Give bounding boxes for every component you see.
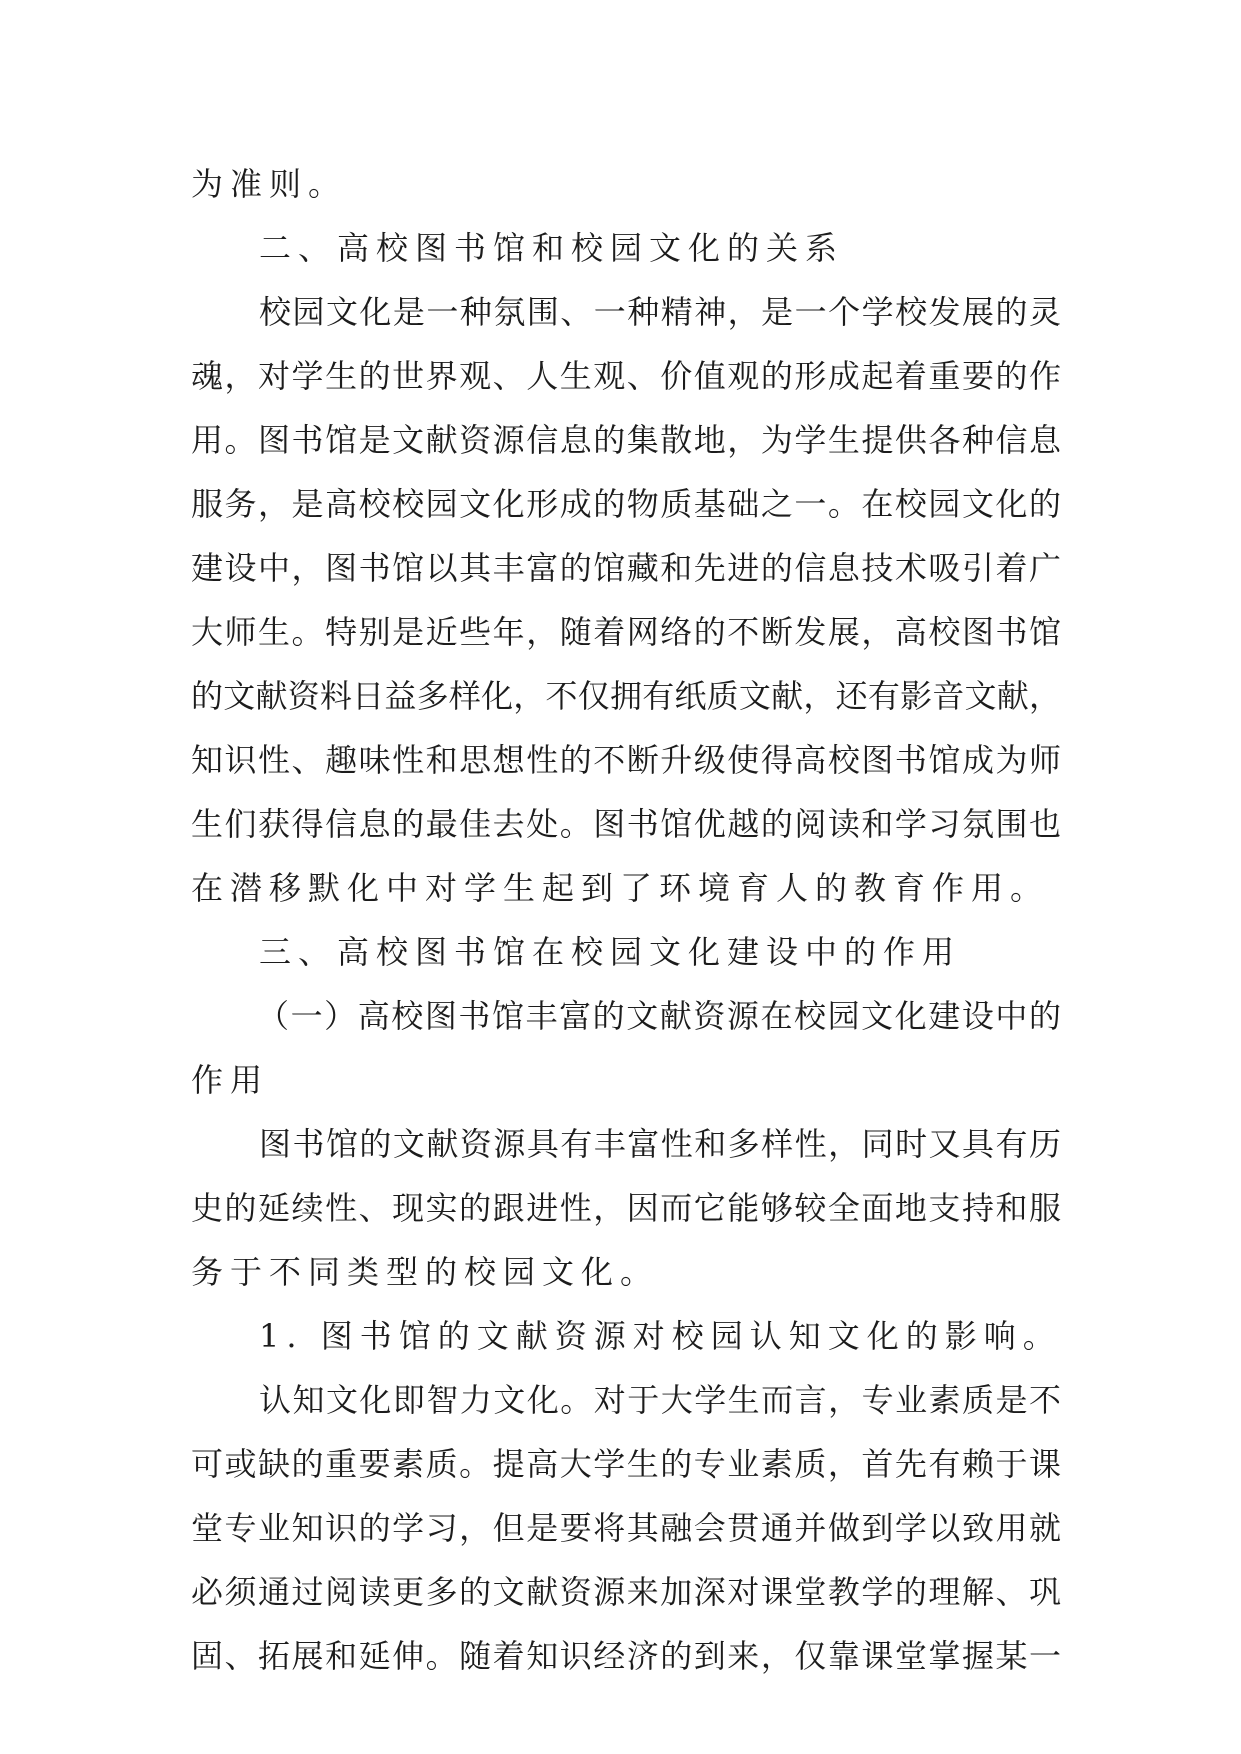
paragraph-line: 魂，对学生的世界观、人生观、价值观的形成起着重要的作 — [191, 357, 1061, 395]
paragraph-line: 图书馆的文献资源具有丰富性和多样性，同时又具有历 — [259, 1125, 1061, 1163]
paragraph-line: 必须通过阅读更多的文献资源来加深对课堂教学的理解、巩 — [191, 1573, 1061, 1611]
paragraph-line: 校园文化是一种氛围、一种精神，是一个学校发展的灵 — [259, 293, 1061, 331]
paragraph-line: 史的延续性、现实的跟进性，因而它能够较全面地支持和服 — [191, 1189, 1061, 1227]
paragraph-line: 固、拓展和延伸。随着知识经济的到来，仅靠课堂掌握某一 — [191, 1637, 1061, 1675]
paragraph-line: 用。图书馆是文献资源信息的集散地，为学生提供各种信息 — [191, 421, 1061, 459]
paragraph-line: 服务，是高校校园文化形成的物质基础之一。在校园文化的 — [191, 485, 1061, 523]
subsection-heading-continued: 作用 — [191, 1061, 270, 1099]
paragraph-line: 建设中，图书馆以其丰富的馆藏和先进的信息技术吸引着广 — [191, 549, 1061, 587]
subsection-heading: （一）高校图书馆丰富的文献资源在校园文化建设中的 — [257, 997, 1061, 1035]
paragraph-line: 知识性、趣味性和思想性的不断升级使得高校图书馆成为师 — [191, 741, 1061, 779]
paragraph-line: 务于不同类型的校园文化。 — [191, 1253, 660, 1291]
section-heading-2: 二、高校图书馆和校园文化的关系 — [259, 229, 845, 267]
paragraph-line: 堂专业知识的学习，但是要将其融会贯通并做到学以致用就 — [191, 1509, 1061, 1547]
paragraph-line: 在潜移默化中对学生起到了环境育人的教育作用。 — [191, 869, 1050, 907]
paragraph-line: 大师生。特别是近些年，随着网络的不断发展，高校图书馆 — [191, 613, 1061, 651]
paragraph-line: 可或缺的重要素质。提高大学生的专业素质，首先有赖于课 — [191, 1445, 1061, 1483]
numbered-item-heading: 1. 图书馆的文献资源对校园认知文化的影响。 — [259, 1317, 1062, 1355]
paragraph-line: 生们获得信息的最佳去处。图书馆优越的阅读和学习氛围也 — [191, 805, 1061, 843]
section-heading-3: 三、高校图书馆在校园文化建设中的作用 — [259, 933, 962, 971]
paragraph-line: 认知文化即智力文化。对于大学生而言，专业素质是不 — [259, 1381, 1061, 1419]
paragraph-line: 的文献资料日益多样化，不仅拥有纸质文献，还有影音文献， — [191, 677, 1061, 715]
paragraph-line: 为准则。 — [191, 165, 348, 203]
body-text — [191, 152, 1061, 1688]
